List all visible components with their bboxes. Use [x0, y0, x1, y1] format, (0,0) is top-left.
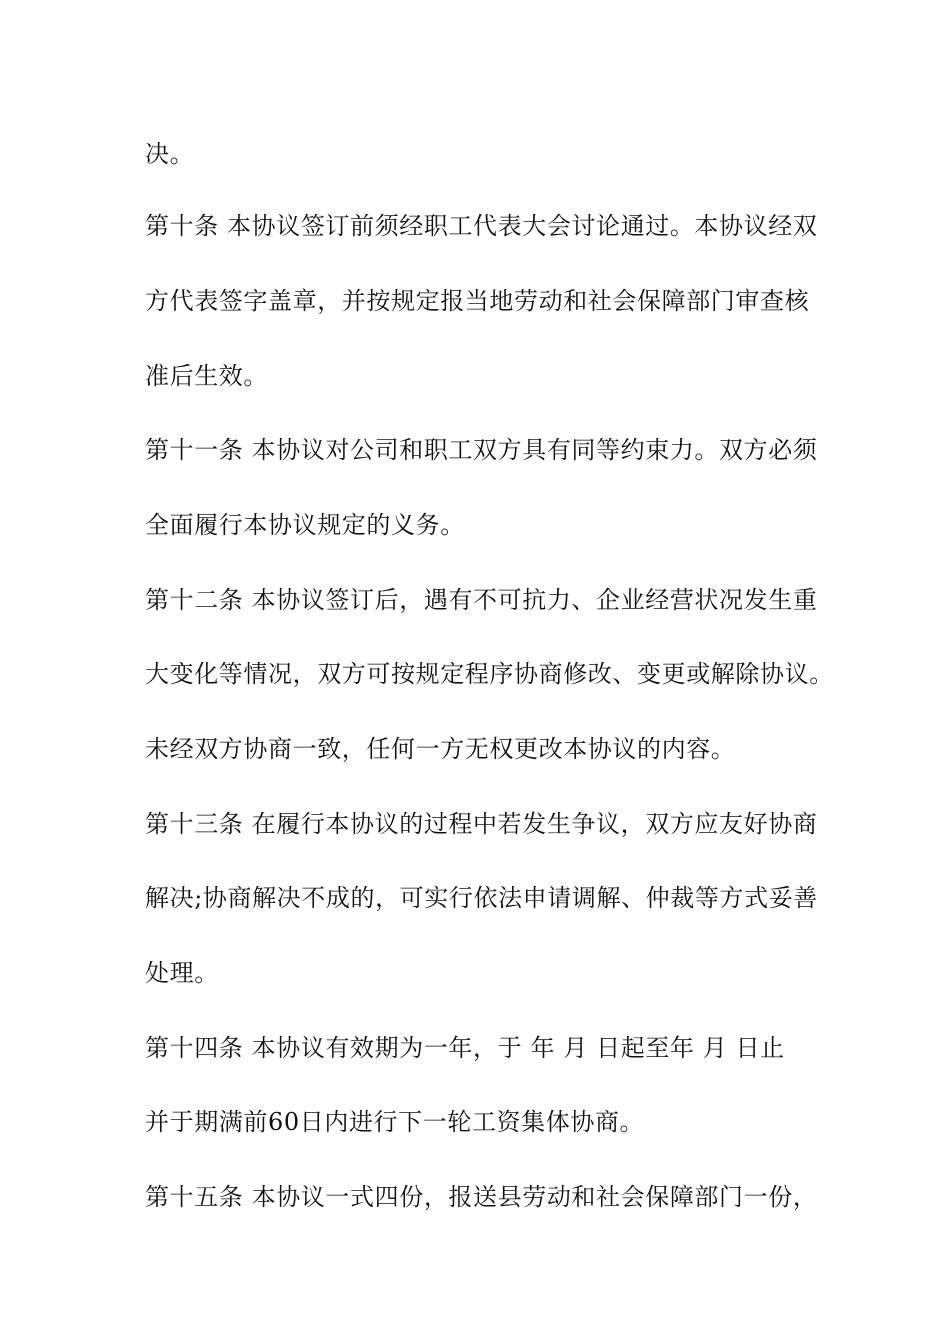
text-line: 第十二条 本协议签订后，遇有不可抗力、企业经营状况发生重	[145, 586, 818, 614]
text-line: 未经双方协商一致，任何一方无权更改本协议的内容。	[145, 735, 736, 763]
text-line: 决。	[145, 140, 195, 168]
text-line: 并于期满前60日内进行下一轮工资集体协商。	[145, 1108, 645, 1136]
text-line: 第十一条 本协议对公司和职工双方具有同等约束力。双方必须	[145, 436, 818, 464]
text-line: 第十三条 在履行本协议的过程中若发生争议，双方应友好协商	[145, 810, 818, 838]
text-line: 第十五条 本协议一式四份，报送县劳动和社会保障部门一份，	[145, 1183, 818, 1211]
text-line: 处理。	[145, 959, 219, 987]
text-line: 方代表签字盖章，并按规定报当地劳动和社会保障部门审查核	[145, 287, 810, 315]
text-line: 全面履行本协议规定的义务。	[145, 511, 465, 539]
text-line: 准后生效。	[145, 362, 268, 390]
text-line: 大变化等情况，双方可按规定程序协商修改、变更或解除协议。	[145, 660, 834, 688]
text-line: 第十四条 本协议有效期为一年，于 年 月 日起至年 月 日止	[145, 1034, 785, 1062]
text-line: 解决;协商解决不成的，可实行依法申请调解、仲裁等方式妥善	[145, 884, 818, 912]
text-line: 第十条 本协议签订前须经职工代表大会讨论通过。本协议经双	[145, 212, 818, 240]
